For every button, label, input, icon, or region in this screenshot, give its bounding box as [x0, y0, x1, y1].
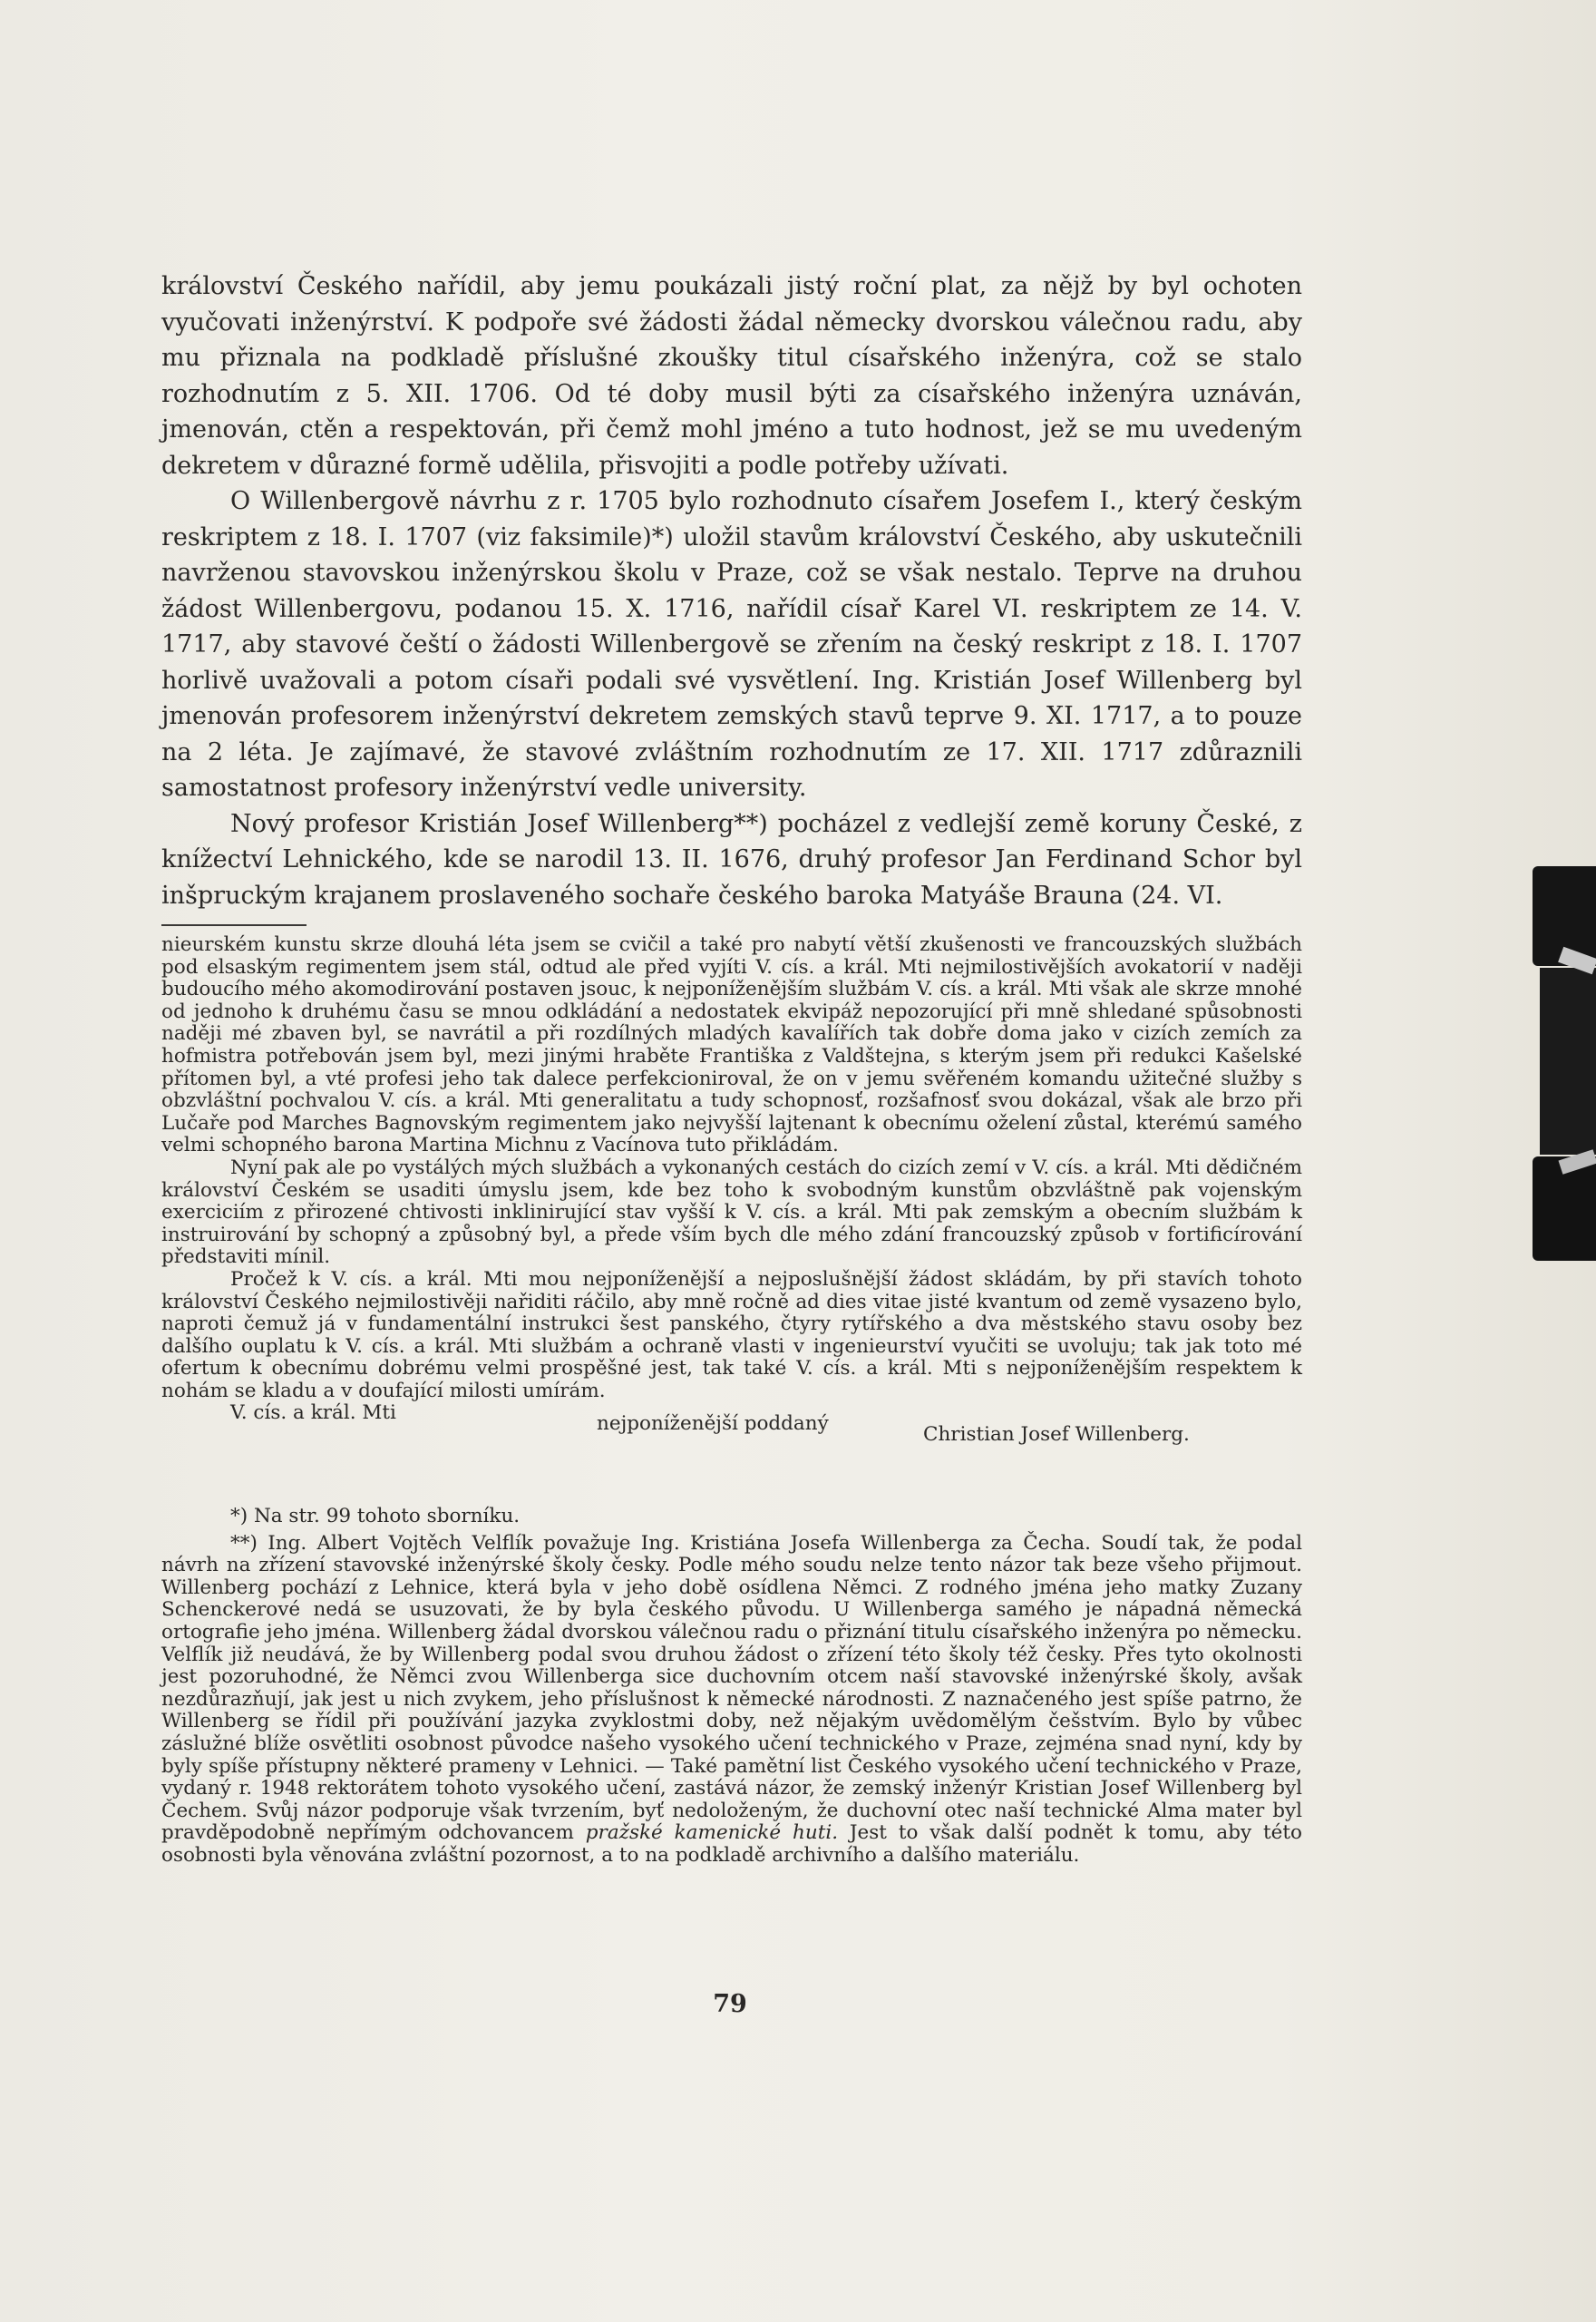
letter-closing: V. cís. a král. Mti — [230, 1401, 396, 1425]
letter-paragraph: Pročež k V. cís. a král. Mti mou nejponíženější a nejposlušnější žádost skládám, by při stavích tohoto království Českého nejmilostivěji nařiditi ráčilo, aby mně ročně ad dies vitae jisté kvantum od země vysazeno bylo, naproti čemuž já v fundamentální instrukci šest panského, čtyry rytířského a dva městského stavu osoby bez dalšího ouplatu k V. cís. a král. Mti službám a ochraně vlasti v ingenieurství vyučiti se uvoluju; tak jak toto mé ofertum k obecnímu dobrému velmi prospěšné jest, tak také V. cís. a král. Mti s nejponíženějším respektem k nohám se kladu a v doufající milosti umírám. — [161, 1267, 1302, 1402]
letter-transcription — [161, 934, 1302, 1457]
letter-signature-block — [161, 1402, 1302, 1457]
footnote-text: Jest to však další podnět k tomu, aby této osobnosti byla věnována zvláštní pozornost, a to na podkladě archivního a dalšího materiálu. — [161, 1821, 1302, 1867]
paragraph: O Willenbergově návrhu z r. 1705 bylo rozhodnuto císařem Josefem I., který českým reskriptem z 18. I. 1707 (viz faksimile)*) uložil stavům království Českého, aby uskutečnili navrženou stavovskou inženýrskou školu v Praze, což se však nestalo. Teprve na druhou žádost Willenbergovu, podanou 15. X. 1716, nařídil císař Karel VI. reskriptem ze 14. V. 1717, aby stavové čeští o žádosti Willenbergově se zřením na český reskript z 18. I. 1707 horlivě uvažovali a potom císaři podali své vysvětlení. Ing. Kristián Josef Willenberg byl jmenován profesorem inženýrství dekretem zemských stavů teprve 9. XI. 1717, a to pouze na 2 léta. Je zajímavé, že stavové zvláštním rozhodnutím ze 17. XII. 1717 zdůraznili samostatnost profesory inženýrství vedle university. — [161, 487, 1302, 802]
page-number: 79 — [713, 1990, 747, 2018]
footnote-text: **) Ing. Albert Vojtěch Velflík považuje Ing. Kristiána Josefa Willenberga za Čecha. Soudí tak, že podal návrh na zřízení stavovské inženýrské školy česky. Podle mého soudu nelze tento názor tak beze všeho přijmout. Willenberg pochází z Lehnice, která byla v jeho době osídlena Němci. Z rodného jména jeho matky Zuzany Schenckerové nedá se usuzovati, že by byla českého původu. U Willenberga samého je nápadná německá ortografie jeho jména. Willenberg žádal dvorskou válečnou radu o přiznání titulu císařského inženýra po německu. Velflík již neudává, že by Willenberg podal svou druhou žádost o zřízení této školy též česky. Přes tyto okolnosti jest pozoruhodné, že Němci zvou Willenberga sice duchovním otcem naší stavovské inženýrské školy, avšak nezdůrazňují, jak jest u nich zvykem, jeho příslušnost k německé národnosti. Z naznačeného jest spíše patrno, že Willenberg se řídil při používání jazyka zvyklostmi doby, než nějakým uvědomělým češstvím. Bylo by vůbec záslužné blíže osvětliti osobnost původce našeho vysokého učení technického v Praze, zejména snad nyní, kdy by byly spíše přístupny některé prameny v Lehnici. — Také pamětní list Českého vysokého učení technického v Praze, vydaný r. 1948 rektorátem tohoto vysokého učení, zastává názor, že zemský inženýr Kristian Josef Willenberg byl Čechem. Svůj názor podporuje však tvrzením, byť nedoloženým, že duchovní otec naší technické Alma mater byl pravděpodobně nepřímým odchovancem — [161, 1531, 1302, 1845]
footnotes — [161, 1506, 1302, 1872]
footnote — [161, 1533, 1302, 1868]
letter-paragraph: Nyní pak ale po vystálých mých službách a vykonaných cestách do cizích zemí v V. cís. a král. Mti dědičném království Českém se usaditi úmyslu jsem, kde bez toho k svobodným kunstům obzvláštně pak vojenským exerciciím z přirozené chtivosti inklinirující stav vyšší k V. cís. a král. Mti pak zemským a obecním službám k instruirování by schopný a způsobný byl, a přede vším bych dle mého zdání francouzský způsob v fortificírování představiti mínil. — [161, 1156, 1302, 1269]
letter-humble: nejponíženější poddaný — [597, 1412, 829, 1436]
footnote-italic: pražské kamenické huti. — [585, 1821, 839, 1845]
binder-clip — [1533, 866, 1596, 1261]
letter-paragraph: nieurském kunstu skrze dlouhá léta jsem se cvičil a také pro nabytí větší zkušenosti ve francouzských službách pod elsaským regimentem jsem stál, odtud ale před vyjíti V. cís. a král. Mti nejmilostivějších avokatorií v naději budoucího mého akomodirování postaven jsouc, k nejponíženějším službám V. cís. a král. Mti však ale skrze mnohé od jednoho k druhému času se mnou odkládání a nedostatek ekvipáž nepozorující při mně shledané spůsobnosti naději mé zbaven byl, se navrátil a při rozdílných mladých kavalířích tak dobře doma jako v cizích zemích za hofmistra potřebován jsem byl, mezi jinými hraběte Františka z Valdštejna, s kterým jsem při redukci Kašelské přítomen byl, a vté profesi jeho tak dalece perfekcioniroval, že on v jemu svěřeném komandu užitečné služby s obzvláštní pochvalou V. cís. a král. Mti generalitatu a tudy schopnosť, rozšafnosť svou dokázal, však ale brzo při Lučaře pod Marches Bagnovským regimentem jako nejvyšší lajtenant k obecnímu oželení zůstal, kterémú samého velmi schopného barona Martina Michnu z Vacínova tuto přikládám. — [161, 933, 1302, 1157]
footnote-rule — [161, 924, 307, 926]
letter-signature: Christian Josef Willenberg. — [923, 1423, 1190, 1447]
footnote: *) Na str. 99 tohoto sborníku. — [230, 1505, 521, 1527]
main-text — [161, 268, 1302, 913]
paragraph: Nový profesor Kristián Josef Willenberg**) pocházel z vedlejší země koruny České, z knížectví Lehnického, kde se narodil 13. II. 1676, druhý profesor Jan Ferdinand Schor byl inšpruckým krajanem proslaveného sochaře českého baroka Matyáše Brauna (24. VI. — [161, 809, 1302, 910]
paragraph: království Českého nařídil, aby jemu poukázali jistý roční plat, za nějž by byl ochoten vyučovati inženýrství. K podpoře své žádosti žádal německy dvorskou válečnou radu, aby mu přiznala na podkladě příslušné zkoušky titul císařského inženýra, což se stalo rozhodnutím z 5. XII. 1706. Od té doby musil býti za císařského inženýra uznáván, jmenován, ctěn a respektován, při čemž mohl jméno a tuto hodnost, jež se mu uvedeným dekretem v důrazné formě udělila, přisvojiti a podle potřeby užívati. — [161, 272, 1302, 480]
